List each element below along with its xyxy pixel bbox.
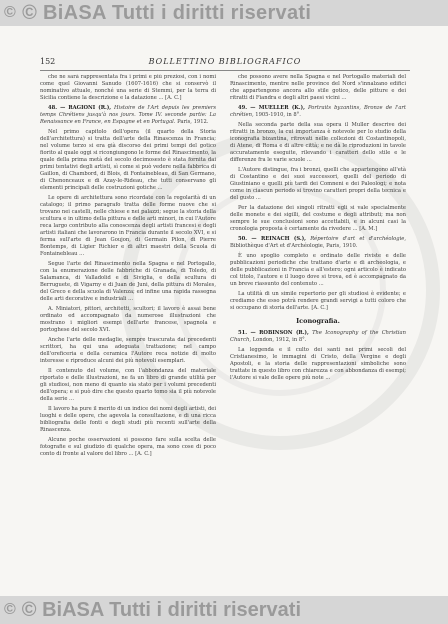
watermark-banner-bottom [0,596,448,624]
paragraph: Le opere di architettura sono ricordate con la regolarità di un catalogo; il primo paragrafo tratta delle forme nuove che si trovano nei castelli, nelle chiese e nei palazzi; segue la storia della scultura e in ultimo della pittura e delle arti minori, in cui l'Autore reca largo contributo alla conoscenza degli artisti francesi e degli artisti italiani che lavorarono in Francia durante il secolo XVI, e si ferma sull'arte di Jean Goujon, di Germain Pilon, di Pierre Bontemps, di Ligier Richier e di altri maestri della Scuola di Fontainebleau ... [40,195,216,257]
reviewer-initials: [A. C.] [165,95,182,101]
paragraph: Per la datazione dei singoli ritratti egli si vale specialmente delle monete e dei sigilli, del costume e degli attributi; ma non sempre le sue conclusioni sono accettabili, e in alcuni casi la cronologia proposta è certamente da rivedere ... [A. M.] [230,205,406,232]
bibliography-entry-51 [230,330,406,344]
entry-publication: Paris, 1912. [177,119,209,125]
entry-heading: 49. — MUELLER (K.), [238,105,305,111]
paragraph: Il contenuto del volume, con l'abbondanza del materiale riportato e delle illustrazioni, ne fa un libro di grande utilità per gli studiosi, non meno di quanto sia stato per i volumi precedenti dell'opera; e si può dire che questo quarto tomo sia il più notevole della serie ... [40,368,216,402]
paragraph: Il lavoro ha pure il merito di un indice dei nomi degli artisti, dei luoghi e delle opere, che agevola la consultazione, e di una ricca bibliografia delle fonti e degli studi più recenti sull'arte della Rinascenza. [40,406,216,433]
entry-title: The Iconography of the Christian Church, [230,330,406,343]
paragraph: L'Autore distingue, fra i bronzi, quelli che appartengono all'età di Costantino e dei suoi successori, quelli del periodo di Giustiniano e quelli più tardi dei Comneni e dei Paleologi; e nota come in ciascun periodo si trovino caratteri propri della tecnica e del gusto ... [230,167,406,201]
reviewer-initials: [A. M.] [359,226,378,232]
entry-publication: London, 1912, in 8°. [252,337,307,343]
paragraph: Alcune poche osservazioni si possono fare sulla scelta delle fotografie e sul giudizio di qualche opera, ma sono cose di poco conto di fronte al valore del libro ... [A. C.] [40,437,216,457]
entry-publication: 1905-1910, in 8°. [255,112,301,118]
entry-title: Histoire de l'Art depuis les premiers temps Chrétiens jusqu'à nos jours. Tome IV. seconde partie: La Renaissance en France, en Espagne et en Portugal. [40,105,216,125]
bibliography-entry-48 [40,105,216,126]
copyright-icon: © [4,4,17,21]
watermark-text-bottom: © BiASA Tutti i diritti riservati [21,598,302,621]
watermark-text-top: © BiASA Tutti i diritti riservati [22,1,312,24]
entry-publication: Bibliothèque d'Art et d'Archéologie, Paris, 1910. [230,243,358,249]
paragraph: Nella seconda parte della sua opera il Muller descrive dei ritratti in bronzo, la cui importanza è notevole per lo studio della iconografia bizantina, ritrovati nelle collezioni di Costantinopoli, di Atene, di Roma e di altre città; e ne dà le riproduzioni in tavole accuratamente eseguite, rilevando i caratteri dello stile e le differenze fra le varie scuole ... [230,122,406,163]
watermark-banner-top [0,0,448,26]
bibliography-entry-50 [230,236,406,250]
paragraph: che possono avere nella Spagna e nel Portogallo materiali del Rinascimento, mentre nelle province del Nord s'innalzano edifici che appartengono ancora allo stile gotico, delle pitture e dei ritratti di Fiandra e degli altri paesi vicini ... [230,74,406,101]
reviewer-initials: [A. C.] [311,305,328,311]
entry-heading: 51. — ROBINSON (R.), [238,330,309,336]
text-column-left [40,74,216,588]
paragraph: La utilità di un simile repertorio per gli studiosi è evidente; e crediamo che esso potrà rendere grandi servigi a tutti coloro che si occupano di storia dell'arte. [A. C.] [230,291,406,311]
paragraph: A. Miniatori, pittori, architetti, scultori; il lavoro è assai bene ordinato ed accompagnato da numerose illustrazioni che mostrano i migliori esempi dell'arte francese, spagnola e portoghese del secolo XVI. [40,306,216,333]
text-column-right [230,74,406,588]
entry-title: Répertoire d'art et d'archéologie, [310,236,406,242]
entry-heading: 50. — REINACH (S.), [238,236,306,242]
copyright-icon: © [4,601,16,618]
reviewer-initials: [A. C.] [135,451,152,457]
section-heading-iconografia: Iconografia. [296,317,340,325]
entry-heading: 48. — RAGIONI (R.), [48,105,112,111]
page-header [40,56,410,71]
paragraph: È uno spoglio completo e ordinato delle riviste e delle pubblicazioni periodiche che trattano d'arte e di archeologia, e delle pubblicazioni in Francia e all'estero; ogni articolo è indicato col titolo, l'autore e il luogo dove si trova, ed è accompagnato da un breve riassunto del contenuto ... [230,253,406,287]
page-number: 152 [40,57,56,66]
paragraph: Segue l'arte del Rinascimento nella Spagna e nel Portogallo, con la enumerazione delle fabbriche di Granada, di Toledo, di Salamanca, di Valladolid e di Siviglia, e della scultura di Berruguete, di Vigarny e di Juan de Juni, della pittura di Morales, del Greco e della scuola di Valenza; ed infine una rapida rassegna delle arti decorative e industriali ... [40,261,216,302]
paragraph: La leggenda e il culto dei santi nei primi secoli del Cristianesimo, le immagini di Cristo, della Vergine e degli Apostoli, e la storia delle rappresentazioni simboliche sono trattate in questo libro con chiarezza e con abbondanza di esempi; l'Autore si vale delle opere più note ... [230,347,406,381]
entry-title: Portraits byzantins, Bronze de l'art chrétien, [230,105,406,118]
paragraph: Nel primo capitolo dell'opera (il quarto della Storia dell'architettura) si tratta dell'arte della Rinascenza in Francia; nel volume terzo si era già discorso dei primi tempi del gotico fiorito al quale oggi si ricongiungono le forme del Rinascimento, la quale della prima metà del secolo decimosesto è stata fornita dai primi tentativi degli artisti, sì come si può vedere nella fabbrica di Gaillon, di Chambord, di Blois, di Fontainebleau, di San Germano, di Chenonceaux e di Azay-le-Rideau, che tutti conservano gli elementi principali delle costruzioni gotiche ... [40,129,216,191]
paragraph: che ne sarà rappresentata fra i primi e più preziosi, con i nomi come quel Giovanni Sanudo (1607-1616) che si conservò il nominativo attuale, nonché una serie di Stemmi, per la terra di Sicilia contiene la descrizione e la datazione ... [A. C.] [40,74,216,101]
running-title: BOLLETTINO BIBLIOGRAFICO [148,57,302,66]
bibliography-entry-49 [230,105,406,119]
paragraph: Anche l'arte delle medaglie, sempre trascurata dai precedenti scrittori, ha qui una adeguata trattazione; nel campo dell'oreficeria e della ceramica l'Autore reca notizie di molto interesse e riproduce alcuni dei più notevoli esemplari. [40,337,216,364]
